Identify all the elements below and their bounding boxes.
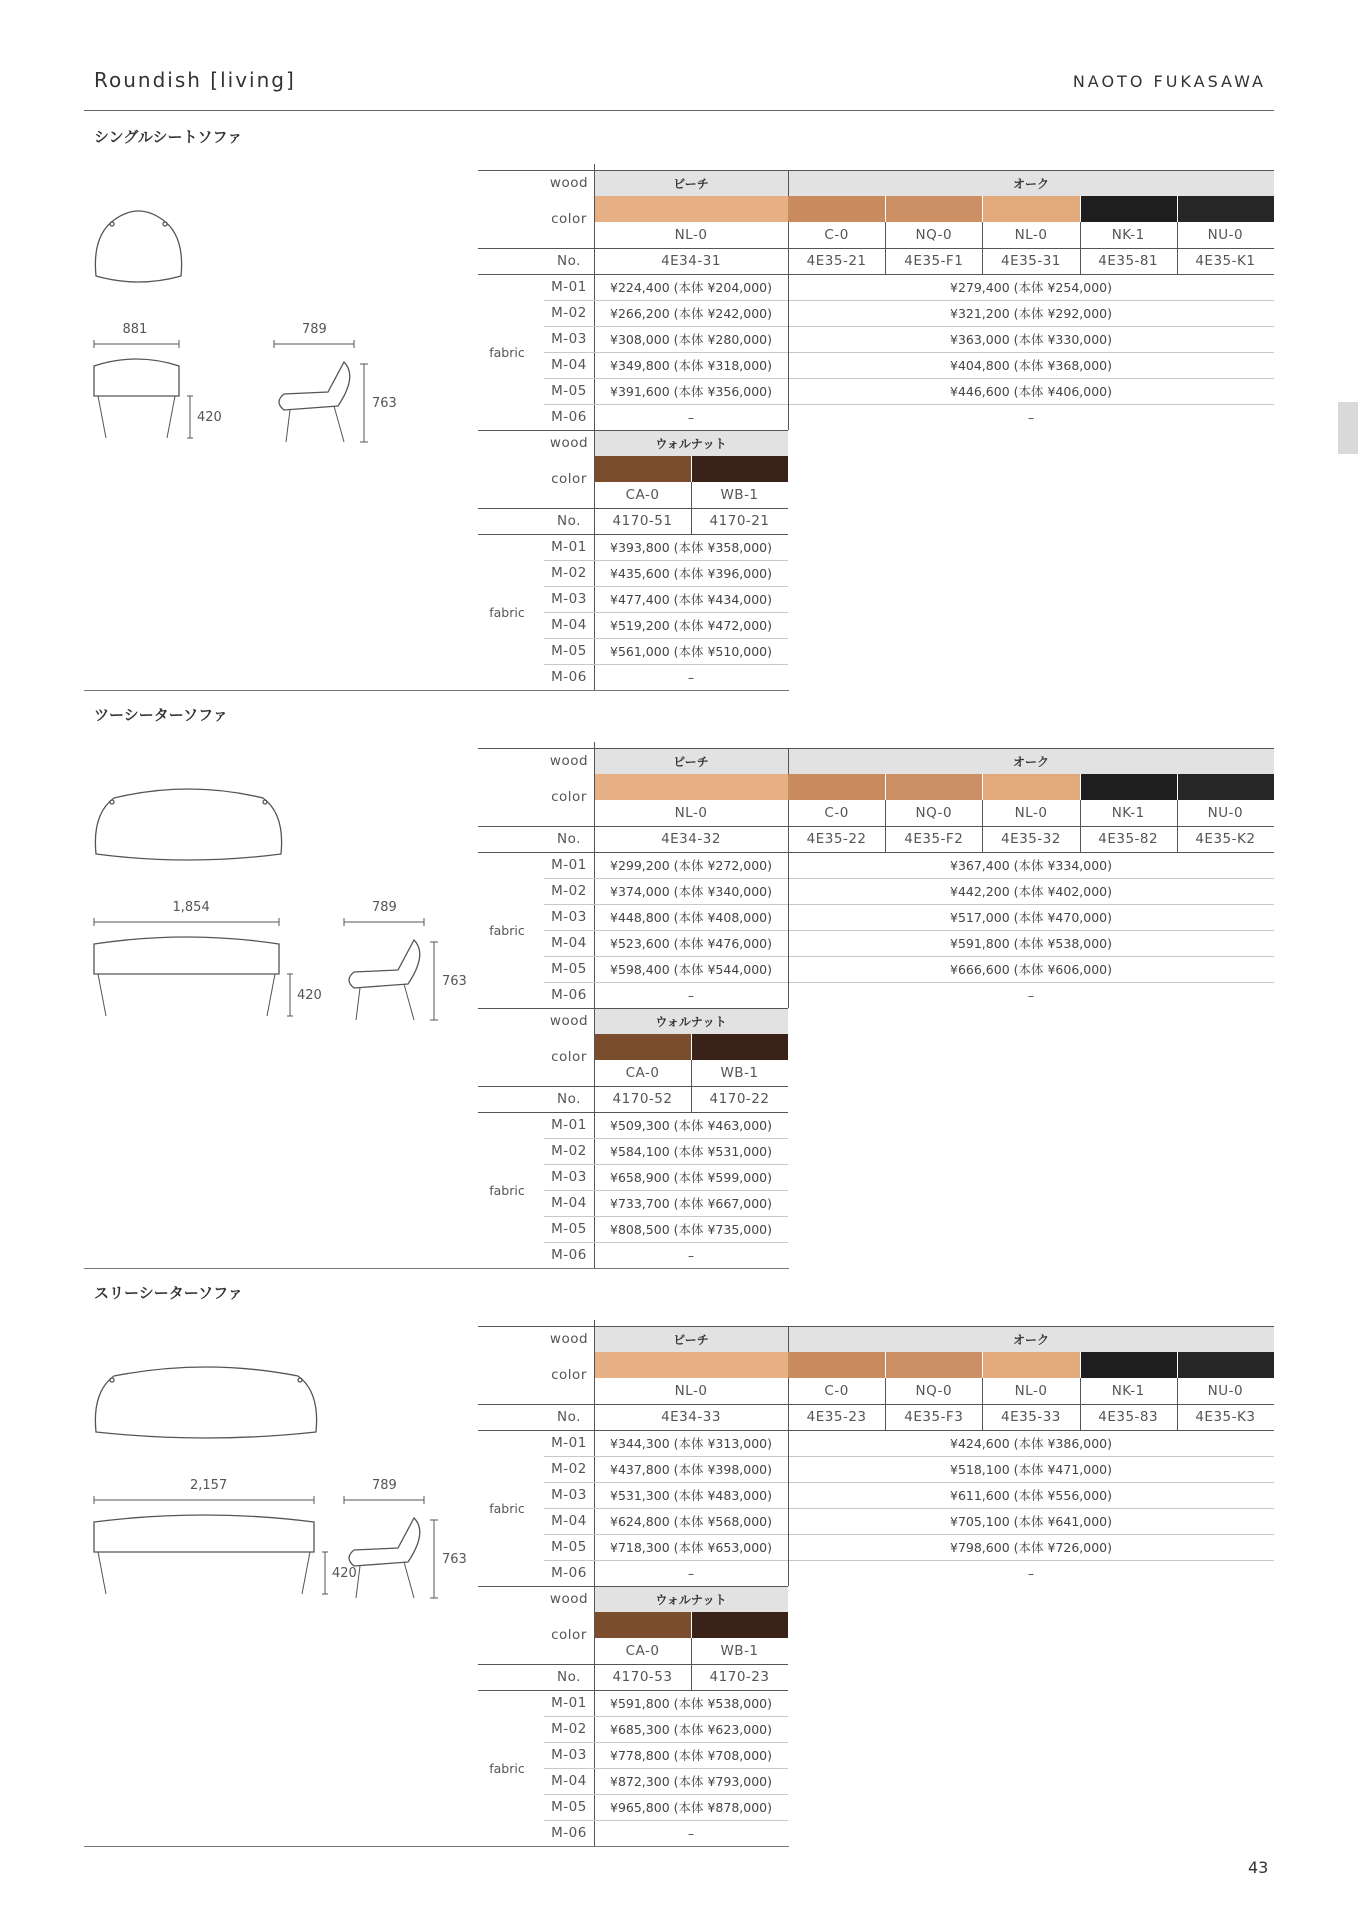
page-number: 43 xyxy=(1248,1858,1269,1877)
price-walnut: ¥584,100 (本体 ¥531,000) xyxy=(610,1144,772,1159)
product-number: 4E35-32 xyxy=(1001,831,1061,847)
price-oak: ¥442,200 (本体 ¥402,000) xyxy=(950,884,1112,899)
wood-name-walnut: ウォルナット xyxy=(655,436,727,451)
color-code: NK-1 xyxy=(1111,805,1145,821)
fabric-grade: M-06 xyxy=(551,669,587,685)
color-label: color xyxy=(551,789,587,805)
price-beech: ¥308,000 (本体 ¥280,000) xyxy=(610,332,772,347)
fabric-label: fabric xyxy=(489,604,525,620)
wood-name-walnut: ウォルナット xyxy=(655,1592,727,1607)
product-number: 4E35-F3 xyxy=(904,1409,964,1425)
price-walnut: ¥872,300 (本体 ¥793,000) xyxy=(610,1774,772,1789)
wood-label: wood xyxy=(549,175,589,191)
price-beech: ¥718,300 (本体 ¥653,000) xyxy=(610,1540,772,1555)
product-number: 4E35-23 xyxy=(806,1409,867,1425)
fabric-grade: M-03 xyxy=(551,1487,587,1503)
price-beech: ¥374,000 (本体 ¥340,000) xyxy=(610,884,772,899)
fabric-grade: M-06 xyxy=(551,1825,587,1841)
product-number: 4E35-F1 xyxy=(904,253,964,269)
fabric-grade: M-06 xyxy=(551,1565,587,1581)
swatch-beech-nl0 xyxy=(594,1352,788,1378)
swatch-walnut-ca0 xyxy=(594,1034,691,1060)
color-code: CA-0 xyxy=(625,1065,660,1081)
dimension-seat-height: 420 xyxy=(297,988,322,1003)
color-code: C-0 xyxy=(824,805,849,821)
dimension-drawing xyxy=(84,166,484,726)
header-rule xyxy=(84,110,1274,111)
fabric-grade: M-02 xyxy=(551,565,587,581)
wood-name-oak: オーク xyxy=(1012,176,1049,191)
fabric-grade: M-02 xyxy=(551,305,587,321)
color-code: C-0 xyxy=(824,227,849,243)
wood-name-oak: オーク xyxy=(1012,1332,1049,1347)
fabric-grade: M-03 xyxy=(551,1747,587,1763)
color-code: NL-0 xyxy=(674,805,708,821)
dimension-height: 763 xyxy=(372,396,397,411)
color-label: color xyxy=(551,471,587,487)
fabric-grade: M-01 xyxy=(551,1435,587,1451)
section-bottom-rule xyxy=(84,1846,789,1847)
product-number: 4E35-82 xyxy=(1098,831,1159,847)
wood-label: wood xyxy=(549,1591,589,1607)
price-walnut: ¥561,000 (本体 ¥510,000) xyxy=(610,644,772,659)
price-oak: ¥517,000 (本体 ¥470,000) xyxy=(950,910,1112,925)
wood-name-beech: ビーチ xyxy=(673,754,709,769)
page-title: Roundish [living] xyxy=(94,68,296,92)
no-label: No. xyxy=(557,513,581,529)
no-label: No. xyxy=(557,1409,581,1425)
price-beech: ¥266,200 (本体 ¥242,000) xyxy=(610,306,772,321)
color-code: NL-0 xyxy=(1014,805,1048,821)
color-label: color xyxy=(551,1627,587,1643)
swatch-oak-nk1 xyxy=(1081,774,1177,800)
color-code: NQ-0 xyxy=(915,805,953,821)
wood-divider xyxy=(788,1430,789,1586)
swatch-oak-c0 xyxy=(788,196,885,222)
price-walnut: ¥733,700 (本体 ¥667,000) xyxy=(610,1196,772,1211)
swatch-walnut-wb1 xyxy=(692,1034,788,1060)
price-oak: ¥404,800 (本体 ¥368,000) xyxy=(950,358,1112,373)
product-number: 4E35-33 xyxy=(1001,1409,1061,1425)
product-number: 4E35-31 xyxy=(1001,253,1061,269)
price-beech: ¥344,300 (本体 ¥313,000) xyxy=(610,1436,772,1451)
fabric-grade: M-05 xyxy=(551,1539,587,1555)
price-walnut: ¥477,400 (本体 ¥434,000) xyxy=(610,592,772,607)
price-beech: ¥299,200 (本体 ¥272,000) xyxy=(610,858,772,873)
sofa-line-drawing xyxy=(84,1322,484,1882)
swatch-beech-nl0 xyxy=(594,196,788,222)
dimension-height: 763 xyxy=(442,1552,467,1567)
price-oak: ¥798,600 (本体 ¥726,000) xyxy=(950,1540,1112,1555)
fabric-grade: M-01 xyxy=(551,539,587,555)
dimension-width: 1,854 xyxy=(172,900,210,915)
price-beech: ¥531,300 (本体 ¥483,000) xyxy=(610,1488,772,1503)
fabric-grade: M-04 xyxy=(551,1513,587,1529)
fabric-grade: M-01 xyxy=(551,1117,587,1133)
color-code: NL-0 xyxy=(1014,1383,1048,1399)
swatch-oak-nu0 xyxy=(1178,1352,1274,1378)
wood-label: wood xyxy=(549,753,589,769)
section-bottom-rule xyxy=(84,1268,789,1269)
color-label: color xyxy=(551,1049,587,1065)
color-code: NQ-0 xyxy=(915,227,953,243)
dimension-depth: 789 xyxy=(302,322,327,337)
fabric-label: fabric xyxy=(489,922,525,938)
fabric-grade: M-06 xyxy=(551,987,587,1003)
price-walnut: ¥509,300 (本体 ¥463,000) xyxy=(610,1118,772,1133)
price-oak: ¥611,600 (本体 ¥556,000) xyxy=(950,1488,1112,1503)
swatch-oak-nq0 xyxy=(886,774,982,800)
wood-label: wood xyxy=(549,1013,589,1029)
dimension-height: 763 xyxy=(442,974,467,989)
price-oak: – xyxy=(1027,987,1035,1003)
price-beech: ¥598,400 (本体 ¥544,000) xyxy=(610,962,772,977)
fabric-label: fabric xyxy=(489,344,525,360)
price-oak: ¥705,100 (本体 ¥641,000) xyxy=(950,1514,1112,1529)
swatch-oak-nu0 xyxy=(1178,196,1274,222)
color-code: NL-0 xyxy=(1014,227,1048,243)
designer-name: NAOTO FUKASAWA xyxy=(1072,72,1266,91)
price-walnut: ¥435,600 (本体 ¥396,000) xyxy=(610,566,772,581)
fabric-grade: M-03 xyxy=(551,331,587,347)
price-beech: – xyxy=(687,987,695,1003)
fabric-grade: M-05 xyxy=(551,1221,587,1237)
no-label: No. xyxy=(557,1091,581,1107)
product-number: 4170-51 xyxy=(612,513,673,529)
fabric-grade: M-03 xyxy=(551,909,587,925)
fabric-label: fabric xyxy=(489,1760,525,1776)
no-label: No. xyxy=(557,831,581,847)
product-number: 4E35-83 xyxy=(1098,1409,1159,1425)
fabric-grade: M-01 xyxy=(551,279,587,295)
product-number: 4170-52 xyxy=(612,1091,673,1107)
color-label: color xyxy=(551,1367,587,1383)
price-beech: ¥349,800 (本体 ¥318,000) xyxy=(610,358,772,373)
wood-label: wood xyxy=(549,1331,589,1347)
section-title: ツーシーターソファ xyxy=(94,706,228,724)
swatch-oak-c0 xyxy=(788,1352,885,1378)
color-code: WB-1 xyxy=(720,1065,759,1081)
color-code: CA-0 xyxy=(625,1643,660,1659)
price-oak: ¥666,600 (本体 ¥606,000) xyxy=(950,962,1112,977)
sofa-line-drawing xyxy=(84,166,484,726)
price-walnut: – xyxy=(687,1247,695,1263)
wood-name-beech: ビーチ xyxy=(673,176,709,191)
price-walnut: ¥591,800 (本体 ¥538,000) xyxy=(610,1696,772,1711)
dimension-width: 2,157 xyxy=(190,1478,228,1493)
color-code: WB-1 xyxy=(720,487,759,503)
fabric-grade: M-02 xyxy=(551,1721,587,1737)
product-number: 4E35-K3 xyxy=(1195,1409,1256,1425)
price-oak: – xyxy=(1027,1565,1035,1581)
product-number: 4170-21 xyxy=(709,513,770,529)
color-code: NU-0 xyxy=(1207,227,1244,243)
price-oak: ¥367,400 (本体 ¥334,000) xyxy=(950,858,1112,873)
swatch-beech-nl0 xyxy=(594,774,788,800)
product-number: 4E35-K1 xyxy=(1195,253,1256,269)
price-beech: ¥224,400 (本体 ¥204,000) xyxy=(610,280,772,295)
wood-name-walnut: ウォルナット xyxy=(655,1014,727,1029)
fabric-grade: M-06 xyxy=(551,409,587,425)
swatch-oak-nk1 xyxy=(1081,196,1177,222)
section-title: シングルシートソファ xyxy=(94,128,243,146)
fabric-grade: M-01 xyxy=(551,1695,587,1711)
fabric-label: fabric xyxy=(489,1182,525,1198)
fabric-label: fabric xyxy=(489,1500,525,1516)
price-beech: ¥437,800 (本体 ¥398,000) xyxy=(610,1462,772,1477)
wood-divider xyxy=(788,274,789,430)
swatch-oak-nl0 xyxy=(983,774,1079,800)
dimension-seat-height: 420 xyxy=(197,410,222,425)
swatch-walnut-wb1 xyxy=(692,456,788,482)
price-oak: ¥518,100 (本体 ¥471,000) xyxy=(950,1462,1112,1477)
price-walnut: ¥778,800 (本体 ¥708,000) xyxy=(610,1748,772,1763)
price-oak: ¥591,800 (本体 ¥538,000) xyxy=(950,936,1112,951)
swatch-oak-nu0 xyxy=(1178,774,1274,800)
page-index-tab xyxy=(1338,402,1358,454)
color-code: NL-0 xyxy=(674,227,708,243)
price-walnut: ¥658,900 (本体 ¥599,000) xyxy=(610,1170,772,1185)
price-walnut: ¥393,800 (本体 ¥358,000) xyxy=(610,540,772,555)
price-walnut: ¥965,800 (本体 ¥878,000) xyxy=(610,1800,772,1815)
wood-name-beech: ビーチ xyxy=(673,1332,709,1347)
no-label: No. xyxy=(557,253,581,269)
fabric-grade: M-03 xyxy=(551,1169,587,1185)
dimension-seat-height: 420 xyxy=(332,1566,357,1581)
product-number: 4E34-32 xyxy=(661,831,721,847)
price-oak: – xyxy=(1027,409,1035,425)
fabric-grade: M-05 xyxy=(551,1799,587,1815)
fabric-grade: M-06 xyxy=(551,1247,587,1263)
color-code: WB-1 xyxy=(720,1643,759,1659)
price-oak: ¥446,600 (本体 ¥406,000) xyxy=(950,384,1112,399)
fabric-grade: M-04 xyxy=(551,1773,587,1789)
price-beech: ¥523,600 (本体 ¥476,000) xyxy=(610,936,772,951)
dimension-width: 881 xyxy=(122,322,148,337)
wood-divider xyxy=(788,852,789,1008)
wood-label: wood xyxy=(549,435,589,451)
price-beech: ¥448,800 (本体 ¥408,000) xyxy=(610,910,772,925)
product-number: 4E34-33 xyxy=(661,1409,721,1425)
swatch-oak-nl0 xyxy=(983,1352,1079,1378)
no-label: No. xyxy=(557,1669,581,1685)
price-oak: ¥363,000 (本体 ¥330,000) xyxy=(950,332,1112,347)
swatch-walnut-wb1 xyxy=(692,1612,788,1638)
swatch-walnut-ca0 xyxy=(594,456,691,482)
color-code: NU-0 xyxy=(1207,1383,1244,1399)
fabric-grade: M-05 xyxy=(551,383,587,399)
section-bottom-rule xyxy=(84,690,789,691)
product-number: 4E35-K2 xyxy=(1195,831,1256,847)
fabric-grade: M-04 xyxy=(551,935,587,951)
fabric-grade: M-02 xyxy=(551,1143,587,1159)
color-code: CA-0 xyxy=(625,487,660,503)
price-beech: – xyxy=(687,409,695,425)
price-walnut: – xyxy=(687,1825,695,1841)
swatch-oak-nq0 xyxy=(886,1352,982,1378)
sofa-line-drawing xyxy=(84,744,484,1304)
product-number: 4170-53 xyxy=(612,1669,673,1685)
section-title: スリーシーターソファ xyxy=(94,1284,243,1302)
swatch-walnut-ca0 xyxy=(594,1612,691,1638)
price-walnut: ¥519,200 (本体 ¥472,000) xyxy=(610,618,772,633)
fabric-grade: M-02 xyxy=(551,883,587,899)
color-code: NK-1 xyxy=(1111,227,1145,243)
fabric-grade: M-05 xyxy=(551,961,587,977)
dimension-drawing xyxy=(84,744,484,1304)
color-code: NU-0 xyxy=(1207,805,1244,821)
fabric-grade: M-04 xyxy=(551,357,587,373)
price-oak: ¥279,400 (本体 ¥254,000) xyxy=(950,280,1112,295)
price-beech: ¥624,800 (本体 ¥568,000) xyxy=(610,1514,772,1529)
fabric-grade: M-04 xyxy=(551,617,587,633)
color-code: NQ-0 xyxy=(915,1383,953,1399)
product-number: 4170-22 xyxy=(709,1091,770,1107)
fabric-grade: M-03 xyxy=(551,591,587,607)
swatch-oak-nl0 xyxy=(983,196,1079,222)
dimension-drawing xyxy=(84,1322,484,1882)
fabric-grade: M-05 xyxy=(551,643,587,659)
price-walnut: ¥808,500 (本体 ¥735,000) xyxy=(610,1222,772,1237)
price-walnut: ¥685,300 (本体 ¥623,000) xyxy=(610,1722,772,1737)
swatch-oak-c0 xyxy=(788,774,885,800)
swatch-oak-nk1 xyxy=(1081,1352,1177,1378)
product-number: 4E34-31 xyxy=(661,253,721,269)
wood-name-oak: オーク xyxy=(1012,754,1049,769)
price-beech: – xyxy=(687,1565,695,1581)
dimension-depth: 789 xyxy=(372,900,397,915)
color-label: color xyxy=(551,211,587,227)
price-walnut: – xyxy=(687,669,695,685)
fabric-grade: M-02 xyxy=(551,1461,587,1477)
product-number: 4170-23 xyxy=(709,1669,770,1685)
fabric-grade: M-04 xyxy=(551,1195,587,1211)
price-oak: ¥321,200 (本体 ¥292,000) xyxy=(950,306,1112,321)
product-number: 4E35-21 xyxy=(806,253,867,269)
dimension-depth: 789 xyxy=(372,1478,397,1493)
color-code: NK-1 xyxy=(1111,1383,1145,1399)
swatch-oak-nq0 xyxy=(886,196,982,222)
product-number: 4E35-81 xyxy=(1098,253,1159,269)
fabric-grade: M-01 xyxy=(551,857,587,873)
price-oak: ¥424,600 (本体 ¥386,000) xyxy=(950,1436,1112,1451)
product-number: 4E35-F2 xyxy=(904,831,964,847)
price-beech: ¥391,600 (本体 ¥356,000) xyxy=(610,384,772,399)
color-code: C-0 xyxy=(824,1383,849,1399)
product-number: 4E35-22 xyxy=(806,831,867,847)
color-code: NL-0 xyxy=(674,1383,708,1399)
